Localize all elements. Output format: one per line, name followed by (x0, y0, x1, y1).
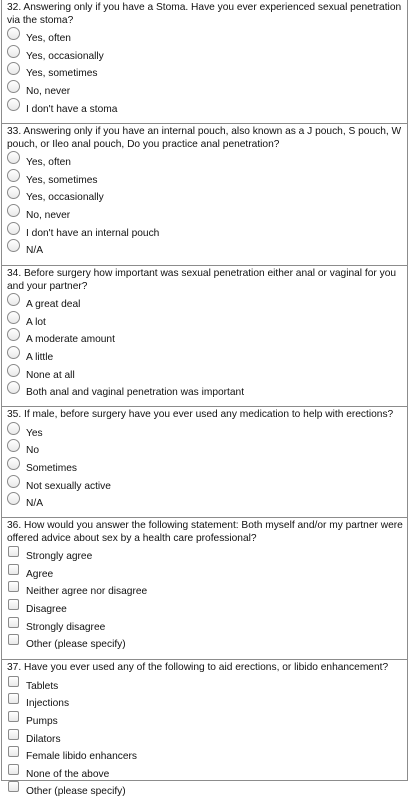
radio-option[interactable] (7, 294, 403, 312)
checkbox-option[interactable] (7, 781, 403, 799)
option-label: Strongly disagree (26, 621, 106, 633)
option-label: Yes, sometimes (26, 174, 98, 186)
checkbox-option[interactable] (7, 711, 403, 729)
radio-option[interactable] (7, 347, 403, 365)
radio-option[interactable] (7, 364, 403, 382)
radio-option[interactable] (7, 81, 403, 99)
option-label: Yes, occasionally (26, 50, 104, 62)
checkbox[interactable] (8, 746, 19, 757)
radio-button[interactable] (7, 222, 20, 235)
radio-button[interactable] (7, 346, 20, 359)
radio-button[interactable] (7, 364, 20, 377)
option-label: Injections (26, 698, 70, 710)
radio-button[interactable] (7, 62, 20, 75)
radio-option[interactable] (7, 312, 403, 330)
option-list (7, 546, 403, 652)
option-label: Strongly agree (26, 551, 93, 563)
checkbox-option[interactable] (7, 564, 403, 582)
radio-option[interactable] (7, 63, 403, 81)
question-32 (1, 0, 408, 124)
question-text: 37. Have you ever used any of the following to aid erections, or libido enhancement? (7, 662, 389, 673)
radio-button[interactable] (7, 457, 20, 470)
radio-button[interactable] (7, 311, 20, 324)
radio-option[interactable] (7, 382, 403, 400)
option-list (7, 676, 403, 799)
question-text: 34. Before surgery how important was sexual penetration either anal or vaginal for you and your partner? (7, 268, 399, 292)
radio-button[interactable] (7, 439, 20, 452)
option-label: Yes, sometimes (26, 68, 98, 80)
radio-button[interactable] (7, 422, 20, 435)
radio-option[interactable] (7, 152, 403, 170)
option-label: Yes, often (26, 157, 71, 169)
survey-form (1, 0, 408, 798)
question-35 (1, 407, 408, 518)
radio-option[interactable] (7, 440, 403, 458)
checkbox-option[interactable] (7, 693, 403, 711)
radio-button[interactable] (7, 475, 20, 488)
option-list (7, 28, 403, 116)
option-label: Agree (26, 568, 54, 580)
radio-button[interactable] (7, 186, 20, 199)
radio-button[interactable] (7, 27, 20, 40)
option-label: I don't have a stoma (26, 103, 118, 115)
radio-button[interactable] (7, 239, 20, 252)
radio-option[interactable] (7, 187, 403, 205)
checkbox-option[interactable] (7, 581, 403, 599)
radio-option[interactable] (7, 458, 403, 476)
option-label: A moderate amount (26, 334, 115, 346)
option-label: Neither agree nor disagree (26, 586, 148, 598)
radio-option[interactable] (7, 28, 403, 46)
option-label: Yes (26, 427, 43, 439)
checkbox[interactable] (8, 781, 19, 792)
radio-option[interactable] (7, 222, 403, 240)
question-33 (1, 124, 408, 266)
option-label: No, never (26, 210, 71, 222)
option-label: Sometimes (26, 462, 77, 474)
option-label: None of the above (26, 768, 110, 780)
checkbox-option[interactable] (7, 616, 403, 634)
option-label: Tablets (26, 680, 59, 692)
checkbox[interactable] (8, 581, 19, 592)
radio-option[interactable] (7, 46, 403, 64)
radio-button[interactable] (7, 204, 20, 217)
radio-option[interactable] (7, 329, 403, 347)
option-label: A lot (26, 316, 46, 328)
checkbox-option[interactable] (7, 599, 403, 617)
checkbox[interactable] (8, 564, 19, 575)
radio-button[interactable] (7, 98, 20, 111)
question-37 (1, 660, 408, 798)
radio-button[interactable] (7, 293, 20, 306)
option-label: Female libido enhancers (26, 751, 137, 763)
option-list (7, 152, 403, 258)
checkbox-option[interactable] (7, 746, 403, 764)
checkbox-option[interactable] (7, 676, 403, 694)
option-label: Both anal and vaginal penetration was important (26, 387, 245, 399)
checkbox[interactable] (8, 693, 19, 704)
radio-option[interactable] (7, 475, 403, 493)
checkbox-option[interactable] (7, 546, 403, 564)
option-label: A little (26, 352, 54, 364)
radio-button[interactable] (7, 492, 20, 505)
checkbox[interactable] (8, 711, 19, 722)
radio-button[interactable] (7, 80, 20, 93)
radio-option[interactable] (7, 493, 403, 511)
radio-option[interactable] (7, 423, 403, 441)
radio-button[interactable] (7, 45, 20, 58)
checkbox-option[interactable] (7, 634, 403, 652)
question-text: 32. Answering only if you have a Stoma. Have you ever experienced sexual penetration via the stoma? (7, 2, 404, 26)
checkbox[interactable] (8, 676, 19, 687)
option-label: Disagree (26, 604, 67, 616)
question-34 (1, 266, 408, 407)
option-label: Yes, occasionally (26, 192, 104, 204)
checkbox[interactable] (8, 617, 19, 628)
checkbox-option[interactable] (7, 728, 403, 746)
option-label: A great deal (26, 299, 81, 311)
radio-button[interactable] (7, 151, 20, 164)
radio-option[interactable] (7, 98, 403, 116)
option-label: None at all (26, 369, 75, 381)
option-label: Other (please specify) (26, 639, 126, 651)
checkbox-option[interactable] (7, 763, 403, 781)
question-text: 33. Answering only if you have an internal pouch, also known as a J pouch, S pouch, W pouch, or Ileo anal pouch, Do you practice anal penetration? (7, 126, 404, 150)
checkbox[interactable] (8, 634, 19, 645)
option-label: Other (please specify) (26, 786, 126, 798)
radio-option[interactable] (7, 240, 403, 258)
radio-option[interactable] (7, 170, 403, 188)
option-label: No, never (26, 86, 71, 98)
checkbox[interactable] (8, 764, 19, 775)
option-label: I don't have an internal pouch (26, 227, 160, 239)
checkbox[interactable] (8, 546, 19, 557)
option-label: Yes, often (26, 33, 71, 45)
option-label: Pumps (26, 715, 58, 727)
radio-button[interactable] (7, 328, 20, 341)
option-list (7, 423, 403, 511)
question-36 (1, 518, 408, 660)
radio-option[interactable] (7, 205, 403, 223)
question-text: 35. If male, before surgery have you ever used any medication to help with erections? (7, 409, 394, 420)
checkbox[interactable] (8, 599, 19, 610)
question-text: 36. How would you answer the following statement: Both myself and/or my partner were offered advice about sex by a health care professional? (7, 520, 406, 544)
radio-button[interactable] (7, 381, 20, 394)
option-label: Dilators (26, 733, 61, 745)
checkbox[interactable] (8, 729, 19, 740)
option-list (7, 294, 403, 400)
option-label: N/A (26, 498, 43, 510)
option-label: Not sexually active (26, 480, 111, 492)
option-label: No (26, 445, 40, 457)
radio-button[interactable] (7, 169, 20, 182)
option-label: N/A (26, 245, 43, 257)
